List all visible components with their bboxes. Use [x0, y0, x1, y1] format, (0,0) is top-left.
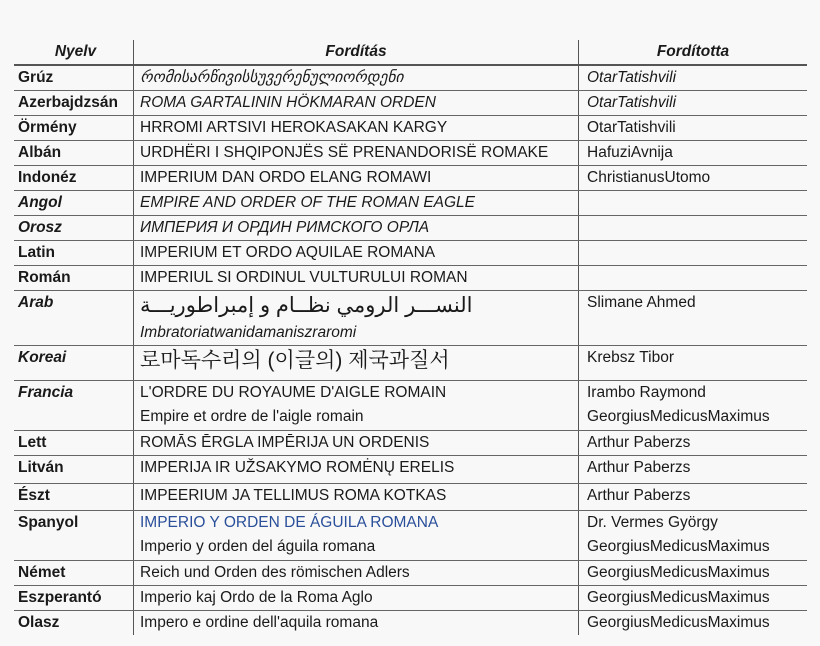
translation-cell — [134, 511, 579, 561]
translation-text: URDHËRI I SHQIPONJËS SË PRENANDORISË ROMAKE — [140, 144, 549, 161]
translation-text: IMPERIO Y ORDEN DE ÁGUILA ROMANA — [140, 514, 439, 531]
translator-cell — [579, 91, 808, 116]
translator-name: Irambo Raymond — [587, 384, 706, 401]
translation-text: ROMA GARTALININ HÖKMARAN ORDEN — [140, 94, 436, 111]
translator-cell — [579, 484, 808, 511]
table-row — [14, 484, 807, 511]
translator-cell — [579, 166, 808, 191]
language-cell: Angol — [14, 191, 134, 216]
table-row — [14, 381, 807, 431]
translator-cell — [579, 381, 808, 431]
language-cell: Arab — [14, 291, 134, 346]
language-cell: Grúz — [14, 65, 134, 91]
translation-cell — [134, 266, 579, 291]
translation-text: რომისარწივისსუვერენულიორდენი — [140, 69, 404, 86]
translator-name: GeorgiusMedicusMaximus — [587, 564, 770, 581]
translation-cell — [134, 611, 579, 636]
translation-text: IMPERIJA IR UŽSAKYMO ROMĖNŲ ERELIS — [140, 459, 455, 476]
translation-text: Imbratoriatwanidamaniszraromi — [140, 324, 357, 341]
language-cell: Örmény — [14, 116, 134, 141]
translations-table — [14, 40, 807, 635]
translator-cell — [579, 241, 808, 266]
translator-cell — [579, 191, 808, 216]
translator-name: GeorgiusMedicusMaximus — [587, 614, 770, 631]
translator-cell — [579, 456, 808, 484]
translation-cell — [134, 141, 579, 166]
language-cell: Román — [14, 266, 134, 291]
header-translation: Fordítás — [134, 40, 579, 65]
translation-text: IMPERIUM DAN ORDO ELANG ROMAWI — [140, 169, 432, 186]
translation-cell — [134, 431, 579, 456]
language-cell: Litván — [14, 456, 134, 484]
translator-cell — [579, 611, 808, 636]
translation-cell — [134, 291, 579, 346]
table-row — [14, 346, 807, 381]
translation-text: Imperio kaj Ordo de la Roma Aglo — [140, 589, 373, 606]
language-cell: Indonéz — [14, 166, 134, 191]
translator-cell — [579, 266, 808, 291]
translation-text: Empire et ordre de l'aigle romain — [140, 408, 364, 425]
translation-text: Reich und Orden des römischen Adlers — [140, 564, 410, 581]
translator-name: Slimane Ahmed — [587, 294, 696, 311]
translation-cell — [134, 65, 579, 91]
translation-cell — [134, 216, 579, 241]
translator-cell — [579, 431, 808, 456]
translation-text: 로마독수리의 (이글의) 제국과질서 — [140, 349, 450, 372]
translator-name: OtarTatishvili — [587, 119, 676, 136]
translator-cell — [579, 65, 808, 91]
translation-text: Impero e ordine dell'aquila romana — [140, 614, 379, 631]
translation-text: HRROMI ARTSIVI HEROKASAKAN KARGY — [140, 119, 448, 136]
translator-cell — [579, 291, 808, 346]
translation-cell — [134, 346, 579, 381]
table-row — [14, 611, 807, 636]
language-cell: Francia — [14, 381, 134, 431]
translation-cell — [134, 381, 579, 431]
header-language: Nyelv — [14, 40, 134, 65]
table-row — [14, 65, 807, 91]
translation-cell — [134, 91, 579, 116]
translator-cell — [579, 216, 808, 241]
table-row — [14, 241, 807, 266]
translation-text: L'ORDRE DU ROYAUME D'AIGLE ROMAIN — [140, 384, 447, 401]
translator-name: Arthur Paberzs — [587, 434, 691, 451]
translation-cell — [134, 484, 579, 511]
header-translator: Fordította — [579, 40, 808, 65]
translator-cell — [579, 511, 808, 561]
translator-name: Krebsz Tibor — [587, 349, 675, 366]
language-cell: Azerbajdzsán — [14, 91, 134, 116]
translation-cell — [134, 191, 579, 216]
translator-name: OtarTatishvili — [587, 94, 677, 111]
translation-text: النســـر الرومي نظــام و إمبراطوريـــة — [140, 294, 473, 317]
translation-text: IMPERIUM ET ORDO AQUILAE ROMANA — [140, 244, 436, 261]
translation-cell — [134, 116, 579, 141]
translator-cell — [579, 586, 808, 611]
language-cell: Észt — [14, 484, 134, 511]
translator-name: GeorgiusMedicusMaximus — [587, 538, 770, 555]
table-row — [14, 291, 807, 346]
translator-cell — [579, 346, 808, 381]
table-row — [14, 561, 807, 586]
translator-name: GeorgiusMedicusMaximus — [587, 408, 770, 425]
translator-name: GeorgiusMedicusMaximus — [587, 589, 770, 606]
translation-text: EMPIRE AND ORDER OF THE ROMAN EAGLE — [140, 194, 476, 211]
translation-text: IMPEERIUM JA TELLIMUS ROMA KOTKAS — [140, 487, 447, 504]
translator-name: HafuziAvnija — [587, 144, 673, 161]
table-row — [14, 511, 807, 561]
language-cell: Albán — [14, 141, 134, 166]
header-row — [14, 40, 807, 65]
table-row — [14, 456, 807, 484]
language-cell: Eszperantó — [14, 586, 134, 611]
table-row — [14, 431, 807, 456]
table-row — [14, 216, 807, 241]
table-row — [14, 191, 807, 216]
translator-cell — [579, 561, 808, 586]
translation-cell — [134, 456, 579, 484]
language-cell: Lett — [14, 431, 134, 456]
language-cell: Német — [14, 561, 134, 586]
translation-cell — [134, 241, 579, 266]
translation-text: ИМПЕРИЯ И ОРДИН РИМСКОГО ОРЛА — [140, 219, 430, 236]
translation-text: Imperio y orden del águila romana — [140, 538, 376, 555]
table-row — [14, 91, 807, 116]
translator-cell — [579, 116, 808, 141]
translator-name: ChristianusUtomo — [587, 169, 711, 186]
table-row — [14, 586, 807, 611]
translator-name: Arthur Paberzs — [587, 487, 691, 504]
translator-name: OtarTatishvili — [587, 69, 677, 86]
table-row — [14, 141, 807, 166]
translation-cell — [134, 561, 579, 586]
language-cell: Koreai — [14, 346, 134, 381]
translation-cell — [134, 166, 579, 191]
language-cell: Olasz — [18, 614, 60, 631]
translation-cell — [134, 586, 579, 611]
translator-name: Dr. Vermes György — [587, 514, 718, 531]
translation-text: ROMĀS ĒRGLA IMPĒRIJA UN ORDENIS — [140, 434, 430, 451]
table-row — [14, 266, 807, 291]
translator-name: Arthur Paberzs — [587, 459, 691, 476]
language-cell: Spanyol — [14, 511, 134, 561]
translation-text: IMPERIUL SI ORDINUL VULTURULUI ROMAN — [140, 269, 468, 286]
language-cell: Latin — [14, 241, 134, 266]
table-row — [14, 166, 807, 191]
table-row — [14, 116, 807, 141]
language-cell: Orosz — [14, 216, 134, 241]
translator-cell — [579, 141, 808, 166]
